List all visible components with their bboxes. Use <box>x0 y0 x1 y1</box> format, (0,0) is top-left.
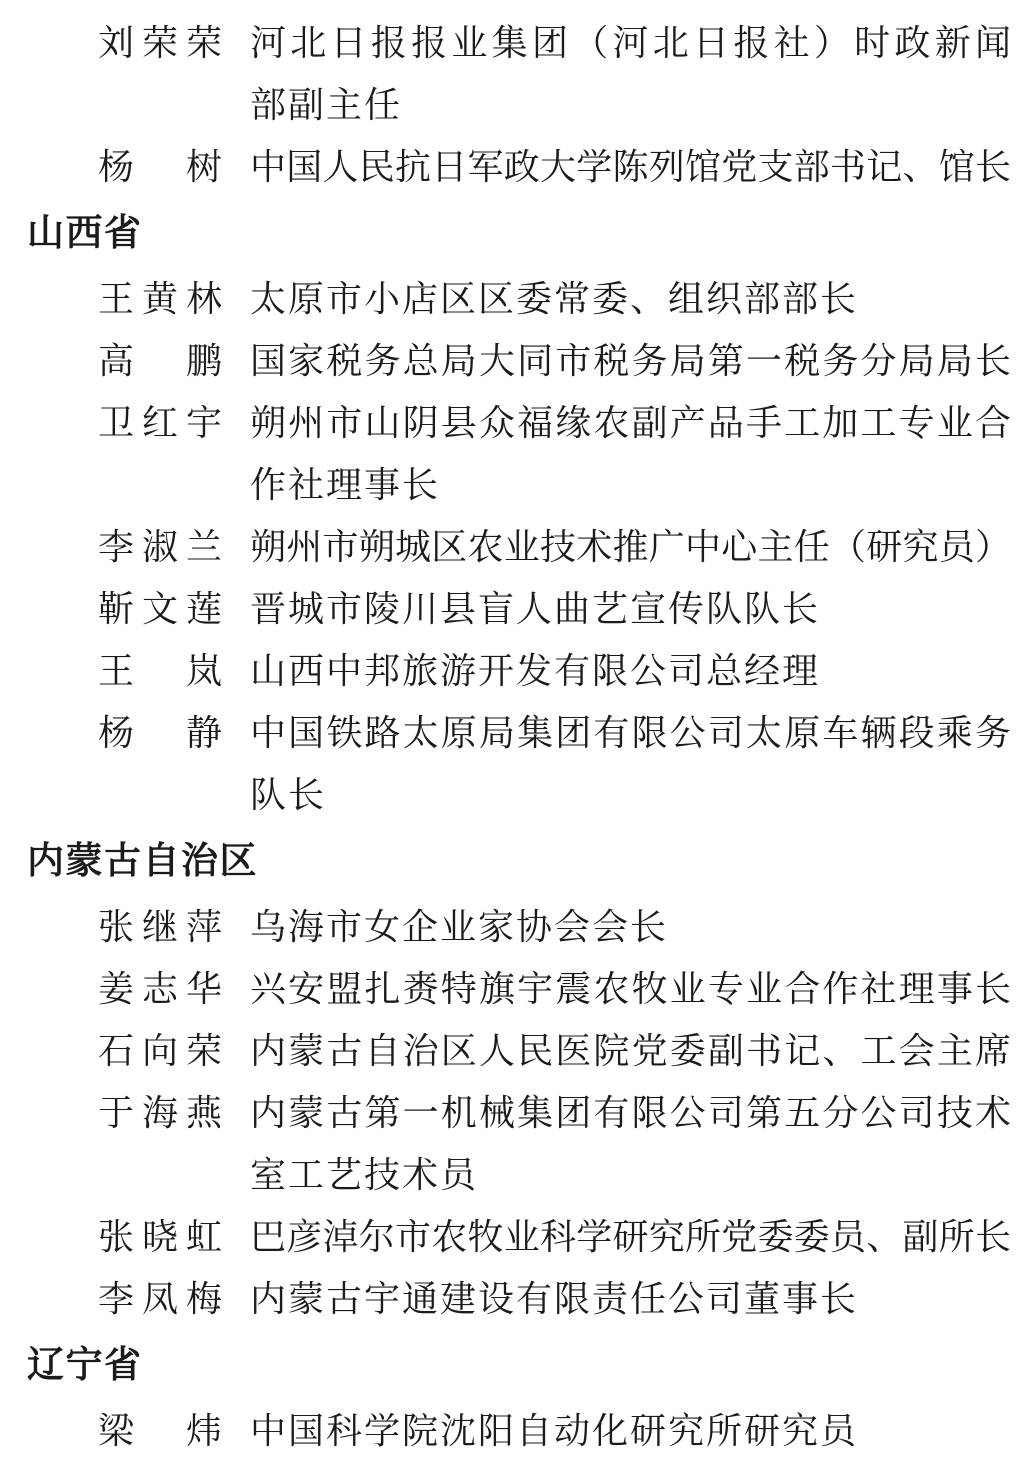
entry-title <box>250 12 1011 136</box>
title-line: 朔州市朔城区农业技术推广中心主任（研究员） <box>250 527 1011 567</box>
entry-row <box>0 640 1025 702</box>
entry-title <box>250 136 1011 198</box>
entry-title <box>250 1082 1011 1206</box>
entry-name: 刘荣荣 <box>98 23 222 63</box>
entry-title <box>250 516 1011 578</box>
section-hebei-tail <box>0 12 1025 198</box>
entry-row <box>0 1206 1025 1268</box>
entry-name: 杨树 <box>98 147 222 187</box>
section-shanxi <box>0 202 1025 826</box>
title-line: 晋城市陵川县盲人曲艺宣传队队长 <box>250 589 821 629</box>
entry-row <box>0 958 1025 1020</box>
entry-name: 张晓虹 <box>98 1217 222 1257</box>
title-line: 内蒙古宇通建设有限责任公司董事长 <box>250 1279 859 1319</box>
title-line: 中国铁路太原局集团有限公司太原车辆段乘务 <box>250 713 1011 753</box>
entry-title <box>250 958 1011 1020</box>
title-line: 河北日报报业集团（河北日报社）时政新闻 <box>250 23 1011 63</box>
entry-title <box>250 578 1011 640</box>
entry-name: 于海燕 <box>98 1093 222 1133</box>
honoree-roster-document <box>0 12 1025 1462</box>
section-liaoning <box>0 1334 1025 1462</box>
entry-row <box>0 1082 1025 1206</box>
entry-name: 石向荣 <box>98 1031 222 1071</box>
entry-row <box>0 12 1025 136</box>
entry-row <box>0 702 1025 826</box>
title-line: 山西中邦旅游开发有限公司总经理 <box>250 651 821 691</box>
entry-row <box>0 330 1025 392</box>
title-line: 部副主任 <box>250 85 403 125</box>
title-line: 乌海市女企业家协会会长 <box>250 907 669 947</box>
entry-title <box>250 1400 1011 1462</box>
entry-name: 李凤梅 <box>98 1279 222 1319</box>
title-line: 内蒙古第一机械集团有限公司第五分公司技术 <box>250 1093 1011 1133</box>
entry-name: 梁炜 <box>98 1411 222 1451</box>
title-line: 巴彦淖尔市农牧业科学研究所党委委员、副所长 <box>250 1217 1011 1257</box>
title-line: 兴安盟扎赉特旗宇震农牧业专业合作社理事长 <box>250 969 1011 1009</box>
title-line: 内蒙古自治区人民医院党委副书记、工会主席 <box>250 1031 1011 1071</box>
entry-row <box>0 896 1025 958</box>
entry-title <box>250 702 1011 826</box>
province-heading: 辽宁省 <box>27 1344 143 1385</box>
entry-row <box>0 268 1025 330</box>
entry-name: 靳文莲 <box>98 589 222 629</box>
entry-name: 王岚 <box>98 651 222 691</box>
entry-title <box>250 330 1011 392</box>
entry-name: 李淑兰 <box>98 527 222 567</box>
entry-row <box>0 392 1025 516</box>
entry-row <box>0 1400 1025 1462</box>
entry-name: 高鹏 <box>98 341 222 381</box>
entry-name: 张继萍 <box>98 907 222 947</box>
province-heading: 山西省 <box>27 212 143 253</box>
entry-name: 杨静 <box>98 713 222 753</box>
entry-title <box>250 896 1011 958</box>
entry-name: 王黄林 <box>98 279 222 319</box>
entry-row <box>0 1268 1025 1330</box>
entry-row <box>0 136 1025 198</box>
title-line: 作社理事长 <box>250 465 441 505</box>
title-line: 室工艺技术员 <box>250 1155 479 1195</box>
province-heading: 内蒙古自治区 <box>27 840 258 881</box>
title-line: 太原市小店区区委常委、组织部部长 <box>250 279 859 319</box>
title-line: 中国人民抗日军政大学陈列馆党支部书记、馆长 <box>250 147 1011 187</box>
title-line: 国家税务总局大同市税务局第一税务分局局长 <box>250 341 1011 381</box>
title-line: 朔州市山阴县众福缘农副产品手工加工专业合 <box>250 403 1011 443</box>
entry-row <box>0 1020 1025 1082</box>
entry-name: 卫红宇 <box>98 403 222 443</box>
entry-title <box>250 392 1011 516</box>
entry-title <box>250 268 1011 330</box>
entry-row <box>0 516 1025 578</box>
entry-title <box>250 1206 1011 1268</box>
section-neimenggu <box>0 830 1025 1330</box>
entry-title <box>250 1020 1011 1082</box>
entry-title <box>250 640 1011 702</box>
title-line: 队长 <box>250 775 327 815</box>
entry-title <box>250 1268 1011 1330</box>
entry-row <box>0 578 1025 640</box>
title-line: 中国科学院沈阳自动化研究所研究员 <box>250 1411 859 1451</box>
entry-name: 姜志华 <box>98 969 222 1009</box>
